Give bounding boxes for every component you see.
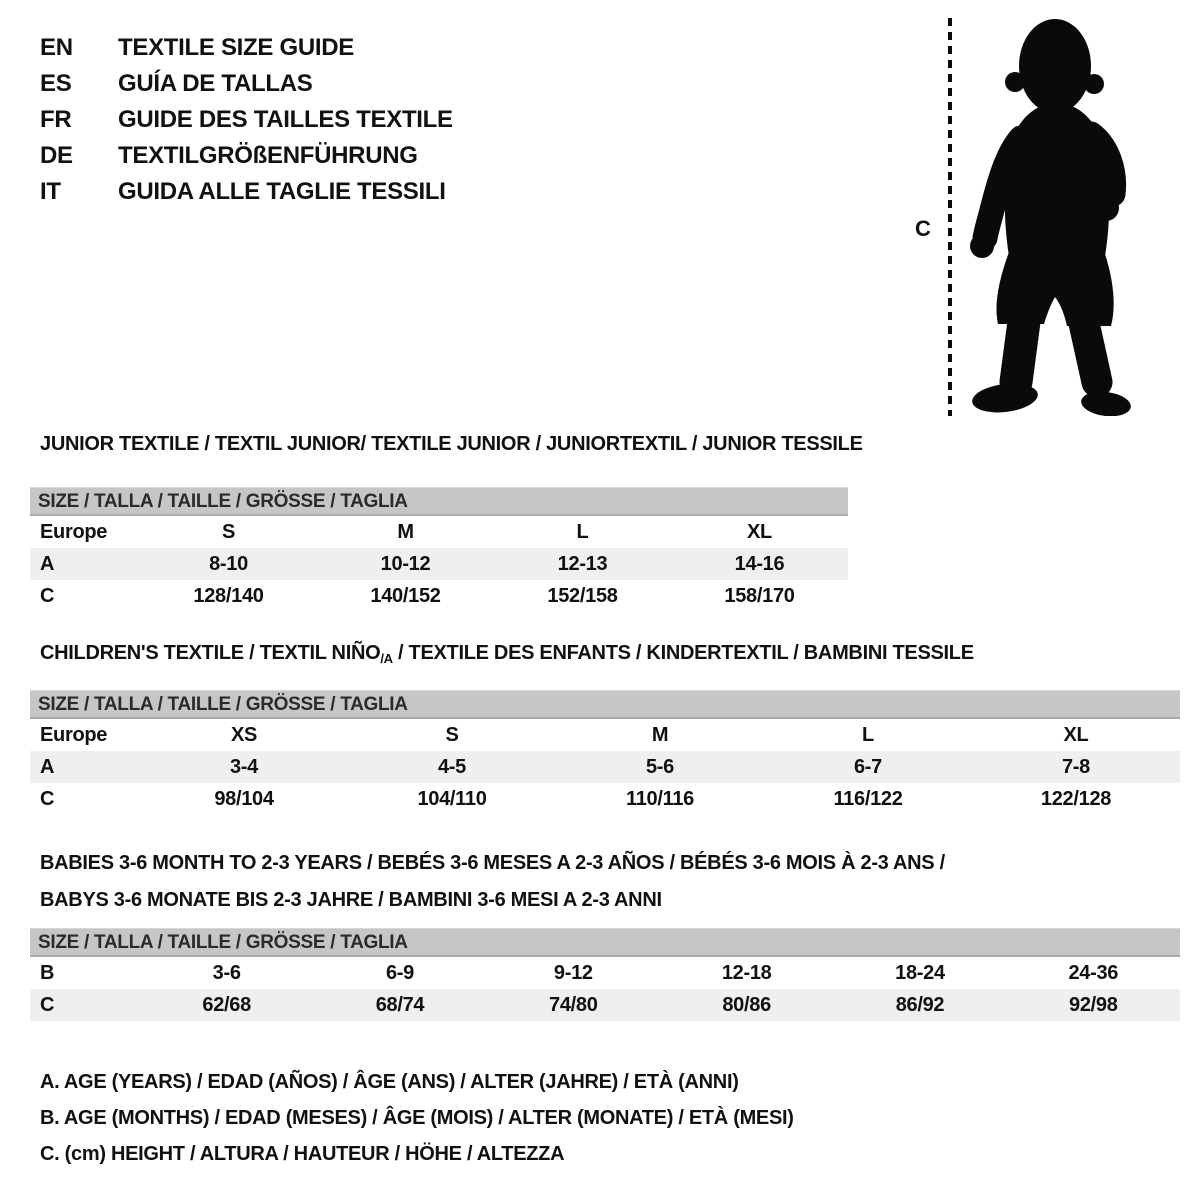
table-row	[30, 516, 848, 548]
table-row	[30, 719, 1180, 751]
table-cell: 3-6	[212, 961, 241, 984]
table-cell: 128/140	[193, 584, 264, 607]
language-code: ES	[40, 70, 72, 97]
toddler-silhouette-icon	[963, 14, 1141, 416]
table-cell: 8-10	[209, 552, 248, 575]
legend-line: C. (cm) HEIGHT / ALTURA / HAUTEUR / HÖHE / ALTEZZA	[40, 1143, 565, 1165]
table-cell: 140/152	[370, 584, 441, 607]
babies-size-table	[30, 928, 1180, 1021]
table-cell: 68/74	[375, 993, 425, 1016]
language-code: IT	[40, 178, 61, 205]
table-cell: 6-9	[385, 961, 414, 984]
table-cell: 24-36	[1068, 961, 1119, 984]
guide-title-label: TEXTILE SIZE GUIDE	[118, 34, 354, 61]
table-cell: 12-18	[721, 961, 772, 984]
babies-section-title	[40, 845, 945, 919]
table-cell: 10-12	[380, 552, 431, 575]
table-cell: XL	[747, 520, 772, 543]
size-header-bar: SIZE / TALLA / TAILLE / GRÖSSE / TAGLIA	[30, 690, 1180, 719]
table-rows	[30, 516, 848, 612]
table-cell: XL	[1063, 723, 1089, 746]
table-cell: L	[862, 723, 874, 746]
table-cell: 116/122	[833, 787, 903, 810]
row-label: Europe	[40, 520, 108, 543]
table-cell: 86/92	[895, 993, 945, 1016]
table-cell: 92/98	[1069, 993, 1118, 1016]
guide-title-label: GUIDE DES TAILLES TEXTILE	[118, 106, 453, 133]
table-cell: 122/128	[1040, 787, 1112, 810]
table-cell: 158/170	[724, 584, 795, 607]
guide-title-label: GUÍA DE TALLAS	[118, 70, 313, 97]
table-cell: 18-24	[895, 961, 945, 984]
language-code: DE	[40, 142, 73, 169]
children-size-table	[30, 690, 1180, 815]
height-measure-label: C	[915, 216, 931, 241]
row-label: C	[40, 584, 55, 607]
table-cell: 74/80	[549, 993, 598, 1016]
section-title-line: BABIES 3-6 MONTH TO 2-3 YEARS / BEBÉS 3-6 MESES A 2-3 AÑOS / BÉBÉS 3-6 MOIS À 2-3 ANS /	[40, 852, 945, 874]
section-title-subscript: /A	[380, 651, 393, 666]
junior-size-table	[30, 487, 848, 612]
height-dashed-line	[948, 18, 952, 416]
guide-title-label: TEXTILGRÖßENFÜHRUNG	[118, 142, 418, 169]
junior-section-title: JUNIOR TEXTILE / TEXTIL JUNIOR/ TEXTILE JUNIOR / JUNIORTEXTIL / JUNIOR TESSILE	[40, 433, 863, 455]
row-label: A	[40, 755, 55, 778]
table-cell: 4-5	[437, 755, 466, 778]
size-header-bar: SIZE / TALLA / TAILLE / GRÖSSE / TAGLIA	[30, 928, 1180, 957]
guide-title-label: GUIDA ALLE TAGLIE TESSILI	[118, 178, 446, 205]
table-cell: M	[651, 723, 669, 746]
table-cell: 12-13	[557, 552, 608, 575]
language-row	[40, 30, 453, 66]
row-label: Europe	[40, 723, 108, 746]
table-row	[30, 989, 1180, 1021]
table-cell: M	[397, 520, 414, 543]
table-cell: 14-16	[734, 552, 785, 575]
language-code: FR	[40, 106, 72, 133]
table-cell: S	[221, 520, 236, 543]
table-cell: S	[445, 723, 459, 746]
table-cell: 80/86	[722, 993, 771, 1016]
height-figure	[905, 14, 1155, 420]
table-cell: 3-4	[229, 755, 258, 778]
table-cell: 9-12	[553, 961, 593, 984]
section-title-text: / TEXTILE DES ENFANTS / KINDERTEXTIL / BAMBINI TESSILE	[392, 642, 974, 664]
table-row	[30, 580, 848, 612]
size-header-bar: SIZE / TALLA / TAILLE / GRÖSSE / TAGLIA	[30, 487, 848, 516]
table-cell: 110/116	[626, 787, 694, 810]
row-label: A	[40, 552, 55, 575]
measure-legend	[40, 1064, 794, 1172]
table-cell: 6-7	[853, 755, 882, 778]
table-cell: 104/110	[417, 787, 487, 810]
language-row	[40, 102, 453, 138]
table-row	[30, 751, 1180, 783]
language-title-block	[40, 30, 453, 210]
table-rows	[30, 719, 1180, 815]
table-cell: 62/68	[202, 993, 251, 1016]
children-section-title	[40, 642, 974, 666]
table-cell: 7-8	[1061, 755, 1090, 778]
language-row	[40, 66, 453, 102]
row-label: C	[40, 993, 55, 1016]
row-label: B	[40, 961, 55, 984]
row-label: C	[40, 787, 55, 810]
legend-line: B. AGE (MONTHS) / EDAD (MESES) / ÂGE (MOIS) / ALTER (MONATE) / ETÀ (MESI)	[40, 1107, 794, 1129]
section-title-line: BABYS 3-6 MONATE BIS 2-3 JAHRE / BAMBINI 3-6 MESI A 2-3 ANNI	[40, 889, 662, 911]
table-row	[30, 957, 1180, 989]
language-row	[40, 174, 453, 210]
table-cell: XS	[230, 723, 258, 746]
table-cell: 98/104	[214, 787, 274, 810]
language-code: EN	[40, 34, 73, 61]
section-title-text: CHILDREN'S TEXTILE / TEXTIL NIÑO	[40, 642, 381, 664]
table-row	[30, 548, 848, 580]
table-row	[30, 783, 1180, 815]
table-cell: L	[576, 520, 589, 543]
table-cell: 5-6	[645, 755, 674, 778]
legend-line: A. AGE (YEARS) / EDAD (AÑOS) / ÂGE (ANS) / ALTER (JAHRE) / ETÀ (ANNI)	[40, 1071, 739, 1093]
language-row	[40, 138, 453, 174]
table-cell: 152/158	[547, 584, 618, 607]
table-rows	[30, 957, 1180, 1021]
